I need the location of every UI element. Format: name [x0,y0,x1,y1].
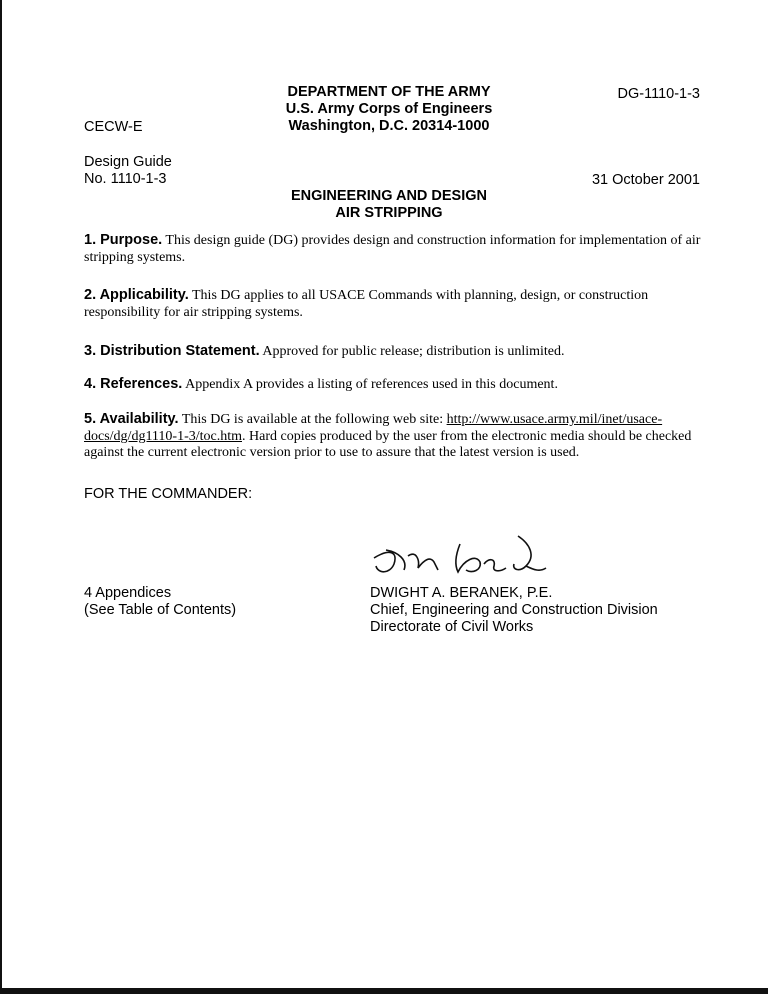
signature-image [368,530,568,592]
paragraph-text: This design guide (DG) provides design and construction information for implementation of air stripping systems. [84,233,701,265]
paragraph-label: 1. Purpose. [84,232,163,248]
paragraph-text: This DG is available at the following web site: [181,412,444,427]
paragraph-availability [84,411,704,462]
signer-title: Chief, Engineering and Construction Division [370,602,658,618]
subject-line-2: AIR STRIPPING [335,205,443,221]
guide-number: No. 1110-1-3 [84,171,167,187]
paragraph-purpose [84,232,704,266]
subject-heading [234,188,544,222]
signer-name: DWIGHT A. BERANEK, P.E. [370,585,553,601]
address: Washington, D.C. 20314-1000 [288,118,490,134]
paragraph-label: 2. Applicability. [84,287,189,303]
office-symbol: CECW-E [84,119,143,135]
document-number: DG-1110-1-3 [617,86,700,102]
signer-office: Directorate of Civil Works [370,619,534,635]
paragraph-text-after: . Hard copies produced by the user from the electronic media should be checked against the current electronic version prior to use to assure that the latest version is used. [84,428,692,460]
paragraph-references [84,376,704,394]
letterhead [234,84,544,135]
paragraph-label: 4. References. [84,376,183,392]
guide-label: Design Guide [84,154,172,170]
department-name: DEPARTMENT OF THE ARMY [287,84,491,100]
web-site-link[interactable]: http://www.usace.army.mil/inet/usace-docs/dg/dg1110-1-3/toc.htm [84,412,663,444]
paragraph-label: 3. Distribution Statement. [84,343,260,359]
appendices-note [84,585,236,619]
subject-line-1: ENGINEERING AND DESIGN [290,188,488,204]
corps-name: U.S. Army Corps of Engineers [285,101,493,117]
appendices-count: 4 Appendices [84,585,172,601]
for-the-commander: FOR THE COMMANDER: [84,486,253,502]
paragraph-label: 5. Availability. [84,411,179,427]
document-date: 31 October 2001 [591,172,700,188]
paragraph-applicability [84,287,704,321]
design-guide-number [84,154,172,188]
appendices-reference: (See Table of Contents) [84,602,237,618]
paragraph-text: This DG applies to all USACE Commands with planning, design, or construction responsibility for air stripping systems. [84,288,649,320]
paragraph-text: Approved for public release; distribution is unlimited. [262,344,565,359]
paragraph-distribution [84,343,704,361]
paragraph-text: Appendix A provides a listing of references used in this document. [185,377,558,392]
signature-block [370,585,658,636]
